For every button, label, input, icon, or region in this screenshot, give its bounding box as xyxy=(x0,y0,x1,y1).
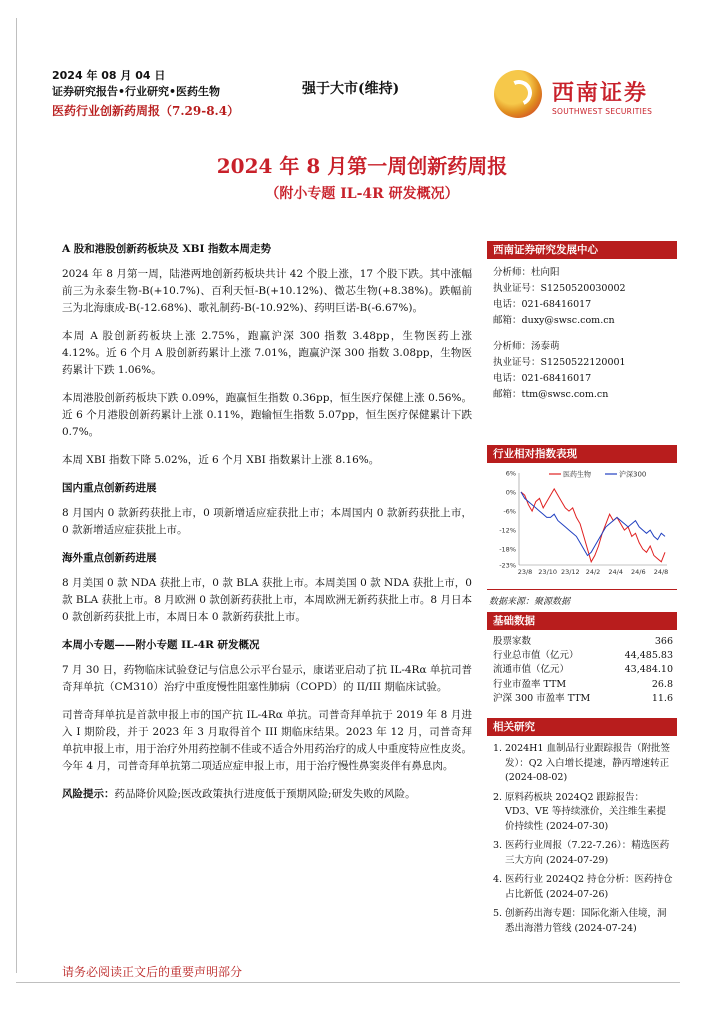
x-tick-label: 24/8 xyxy=(653,568,669,576)
paragraph: 8 月美国 0 款 NDA 获批上市，0 款 BLA 获批上市。本周美国 0 款 NDA 获批上市，0 款 BLA 获批上市。8 月欧洲 0 款创新药获批上市，本周欧洲无新药获批上市。8 月日本 0 款创新药获批上市，本周日本 0 款新药获批上市。 xyxy=(62,577,472,623)
legend-label: 沪深300 xyxy=(619,470,647,479)
logo-cn-text: 西南证券 xyxy=(552,80,649,106)
paragraph: 8 月国内 0 款新药获批上市，0 项新增适应症获批上市；本周国内 0 款新药获批上市，0 款新增适应症获批上市。 xyxy=(62,507,472,536)
section-heading-topic: 本周小专题——附小专题 IL-4R 研发概况 xyxy=(62,639,260,651)
stat-value: 43,484.10 xyxy=(624,664,673,676)
basic-data-list xyxy=(487,630,677,706)
analyst-license: 执业证号：S1250522120001 xyxy=(493,357,626,368)
stat-value: 44,485.83 xyxy=(624,650,673,662)
research-item-text: 医药行业周报（7.22-7.26）：精选医药三大方向 (2024-07-29) xyxy=(505,840,670,866)
y-tick-label: -23% xyxy=(499,561,516,570)
paragraph: 本周 XBI 指数下降 5.02%，近 6 个月 XBI 指数累计上涨 8.16%。 xyxy=(62,454,380,466)
paragraph: 本周 A 股创新药板块上涨 2.75%，跑赢沪深 300 指数 3.48pp，生物医药上涨 4.12%。近 6 个月 A 股创新药累计上涨 7.01%，跑赢沪深 300 指数 3.08pp，生物医药累计下跌 1.06%。 xyxy=(62,330,472,376)
y-tick-label: -12% xyxy=(499,526,516,535)
stat-value: 26.8 xyxy=(651,678,673,690)
analyst-license: 执业证号：S1250520030002 xyxy=(493,283,626,294)
research-item-text: 原料药板块 2024Q2 跟踪报告：VD3、VE 等持续涨价，关注维生素提价持续性 (2024-07-30) xyxy=(505,791,666,832)
stat-row xyxy=(487,678,677,692)
stat-label: 行业市盈率 TTM xyxy=(493,678,567,690)
y-tick-label: -18% xyxy=(499,545,516,554)
research-item[interactable]: 5. 创新药出海专题：国际化渐入佳境，洞悉出海潜力管线 (2024-07-24) xyxy=(493,907,673,936)
paragraph: 7 月 30 日，药物临床试验登记与信息公示平台显示，康诺亚启动了抗 IL-4Rα 单抗司普奇拜单抗（CM310）治疗中重度慢性阻塞性肺病（COPD）的 II/III 期临床试验。 xyxy=(62,664,472,693)
analyst-email: 邮箱：ttm@swsc.com.cn xyxy=(493,389,609,400)
research-center-title: 西南证券研究发展中心 xyxy=(487,241,677,259)
logo-en-text: SOUTHWEST SECURITIES xyxy=(552,107,653,116)
stat-row xyxy=(487,663,677,677)
related-research-title: 相关研究 xyxy=(487,718,677,736)
basic-data-box xyxy=(487,612,677,706)
section-heading-overseas: 海外重点创新药进展 xyxy=(62,552,157,564)
related-research-box xyxy=(487,718,677,941)
stat-row xyxy=(487,635,677,649)
analyst-phone: 电话：021-68416017 xyxy=(493,373,592,384)
risk-warning xyxy=(62,786,472,803)
stat-label: 股票家数 xyxy=(493,636,532,647)
paragraph: 2024 年 8 月第一周，陆港两地创新药板块共计 42 个股上涨，17 个股下跌。其中涨幅前三为永泰生物-B(+10.7%)、百利天恒-B(+10.12%)、微芯生物(+8.38%)。跌幅前三为北海康成-B(-12.68%)、歌礼制药-B(-10.92%)、药明巨诺-B(-6.67%)。 xyxy=(62,268,472,314)
main-content xyxy=(62,241,472,814)
risk-label: 风险提示： xyxy=(62,788,115,800)
research-item[interactable]: 2. 原料药板块 2024Q2 跟踪报告：VD3、VE 等持续涨价，关注维生素提价持续性 (2024-07-30) xyxy=(493,791,673,835)
report-series: 医药行业创新药周报（7.29-8.4） xyxy=(52,104,240,118)
research-item[interactable]: 4. 医药行业 2024Q2 持仓分析：医药持仓占比新低 (2024-07-26) xyxy=(493,873,673,902)
stat-row xyxy=(487,692,677,706)
x-tick-label: 24/2 xyxy=(585,568,601,576)
relative-index-chart xyxy=(487,463,677,585)
industry-rating: 强于大市(维持) xyxy=(302,81,400,97)
paragraph: 司普奇拜单抗是首款申报上市的国产抗 IL-4Rα 单抗。司普奇拜单抗于 2019 年 8 月进入 I 期阶段，并于 2023 年 3 月取得首个 III 期临床结果。2023 年 12 月，司普奇拜单抗申报上市，用于治疗外用药控制不佳或不适合外用药治疗的成人中重度特应性皮炎。今年 4 月，司普奇拜单抗第二项适应症申报上市，用于治疗慢性鼻窦炎伴有鼻息肉。 xyxy=(62,709,472,772)
research-item-text: 创新药出海专题：国际化渐入佳境，洞悉出海潜力管线 (2024-07-24) xyxy=(505,908,667,934)
x-tick-label: 23/10 xyxy=(538,568,558,576)
relative-index-chart-box xyxy=(487,445,677,607)
y-tick-label: -6% xyxy=(503,507,516,516)
section-heading-market: A 股和港股创新药板块及 XBI 指数本周走势 xyxy=(62,243,272,255)
y-tick-label: 0% xyxy=(505,488,516,497)
research-item[interactable]: 3. 医药行业周报（7.22-7.26）：精选医药三大方向 (2024-07-29) xyxy=(493,839,673,868)
report-header xyxy=(52,68,312,120)
stat-label: 沪深 300 市盈率 TTM xyxy=(493,692,591,704)
series-line-1 xyxy=(521,489,665,562)
disclaimer-footer: 请务必阅读正文后的重要声明部分 xyxy=(62,965,243,979)
x-tick-label: 23/12 xyxy=(560,568,580,576)
report-category: 证券研究报告•行业研究•医药生物 xyxy=(52,85,221,98)
analyst-email: 邮箱：duxy@swsc.com.cn xyxy=(493,315,615,326)
stat-label: 流通市值（亿元） xyxy=(493,664,570,676)
analyst-name: 分析师：杜向阳 xyxy=(493,267,560,278)
report-subtitle: （附小专题 IL-4R 研发概况） xyxy=(265,186,459,202)
chart-title: 行业相对指数表现 xyxy=(487,445,677,463)
report-title: 2024 年 8 月第一周创新药周报 xyxy=(216,154,508,178)
paragraph: 本周港股创新药板块下跌 0.09%，跑赢恒生指数 0.36pp，恒生医疗保健上涨 0.56%。近 6 个月港股创新药累计上涨 0.11%，跑输恒生指数 5.07pp，恒生医疗保健累计下跌 0.7%。 xyxy=(62,392,472,438)
y-tick-label: 6% xyxy=(505,469,516,478)
report-date: 2024 年 08 月 04 日 xyxy=(52,69,166,82)
analyst-phone: 电话：021-68416017 xyxy=(493,299,592,310)
chart-source: 数据来源：聚源数据 xyxy=(489,597,571,607)
x-tick-label: 23/8 xyxy=(517,568,533,576)
logo-emblem-icon xyxy=(494,70,542,118)
x-tick-label: 24/4 xyxy=(608,568,623,576)
stat-value: 366 xyxy=(654,636,673,647)
series-line-2 xyxy=(521,492,665,556)
basic-data-title: 基础数据 xyxy=(487,612,677,630)
related-research-list xyxy=(487,736,677,936)
stat-row xyxy=(487,649,677,663)
footer-rule xyxy=(16,982,680,983)
section-heading-domestic: 国内重点创新药进展 xyxy=(62,482,157,494)
analyst-info xyxy=(487,259,677,403)
x-tick-label: 24/6 xyxy=(631,568,646,576)
research-item-text: 2024H1 血制品行业跟踪报告（附批签发）：Q2 入白增长提速，静丙增速转正 (2024-08-02) xyxy=(505,743,671,783)
research-item-text: 医药行业 2024Q2 持仓分析：医药持仓占比新低 (2024-07-26) xyxy=(505,874,673,900)
stat-label: 行业总市值（亿元） xyxy=(493,650,579,662)
analyst-name: 分析师：汤泰萌 xyxy=(493,341,560,352)
stat-value: 11.6 xyxy=(651,692,673,704)
company-logo xyxy=(494,70,674,120)
risk-text: 药品降价风险;医改政策执行进度低于预期风险;研发失败的风险。 xyxy=(114,788,416,800)
research-item[interactable]: 1. 2024H1 血制品行业跟踪报告（附批签发）：Q2 入白增长提速，静丙增速转正 (2024-08-02) xyxy=(493,742,673,786)
analyst-box xyxy=(487,241,677,403)
legend-label: 医药生物 xyxy=(563,470,591,479)
